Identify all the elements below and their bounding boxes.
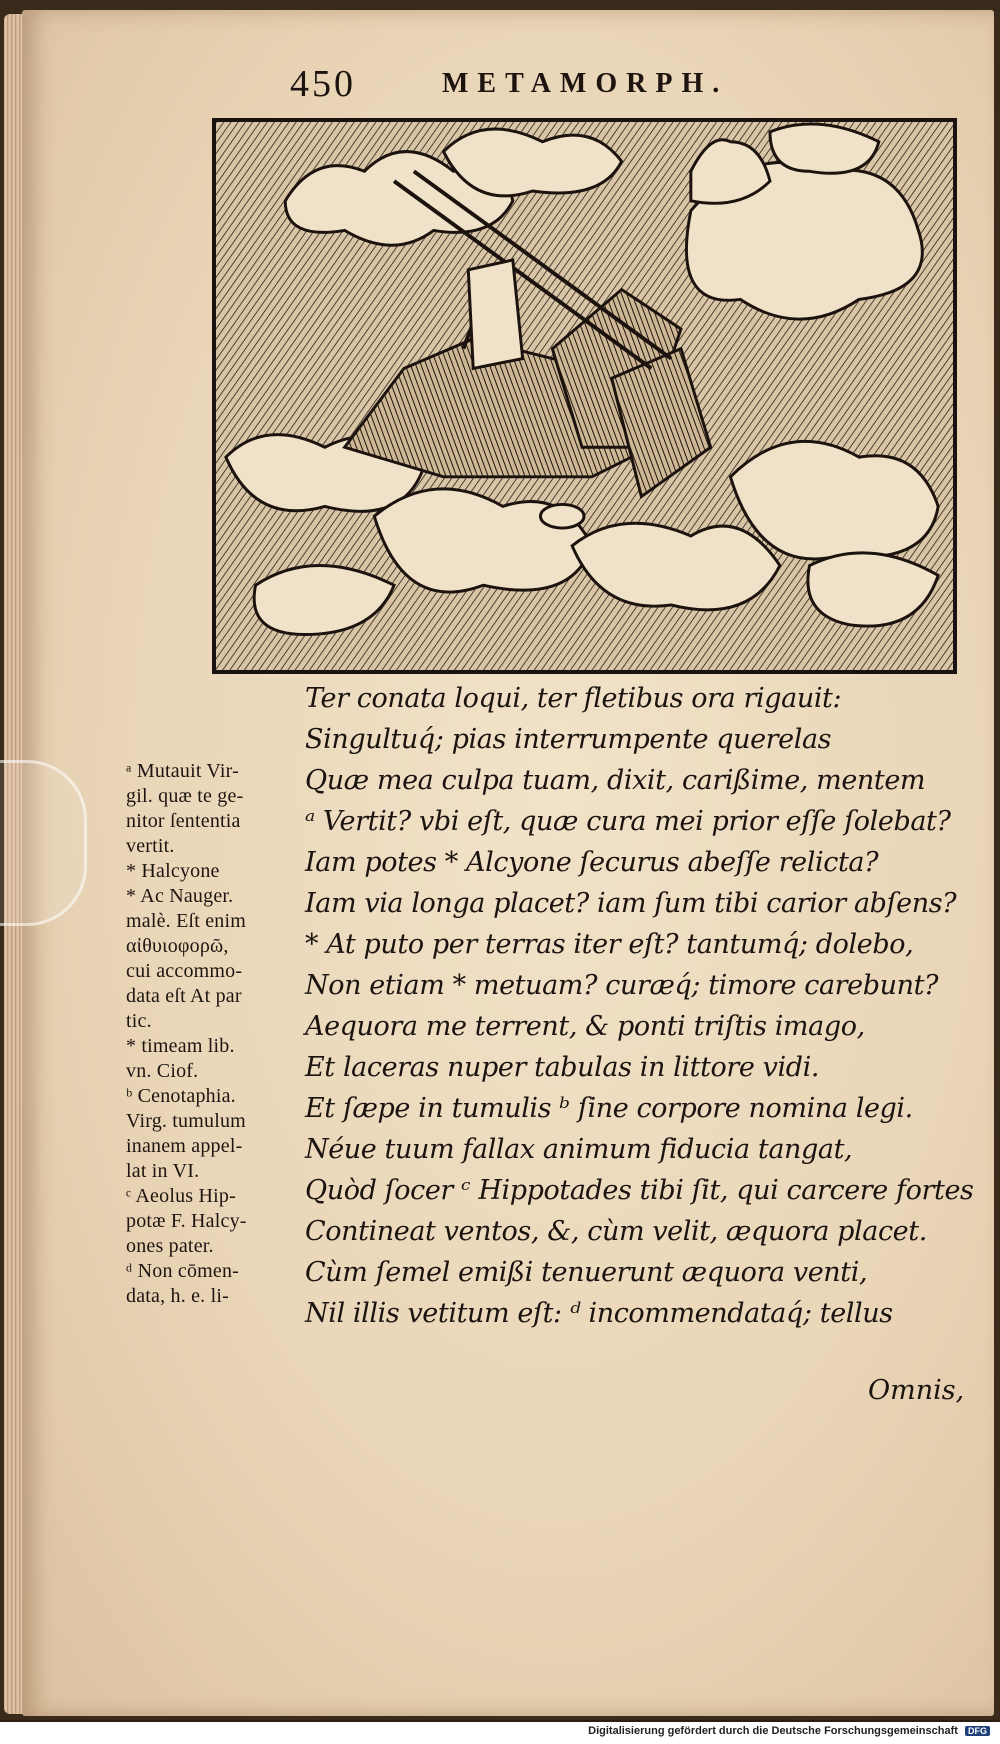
digitization-credit [588, 1725, 990, 1737]
woodcut-illustration [212, 118, 957, 674]
verse-line-4: ᵃ Vertit? vbi eſt, quæ cura mei prior eſſe ſolebat? [305, 806, 951, 837]
note-line-1: ᵃ Mutauit Vir- [126, 760, 239, 782]
note-line-18: ᶜ Aeolus Hip- [126, 1185, 236, 1207]
verse-line-14: Contineat ventos, &, cùm velit, æquora placet. [305, 1216, 927, 1247]
note-line-12: * timeam lib. [126, 1035, 235, 1057]
note-line-13: vn. Ciof. [126, 1060, 199, 1082]
note-line-4: vertit. [126, 835, 175, 857]
note-line-9: cui accommo- [126, 960, 243, 982]
verse-line-6: Iam via longa placet? iam ſum tibi carior abſens? [305, 888, 957, 919]
verse-line-3: Quæ mea culpa tuam, dixit, carißime, mentem [305, 765, 926, 796]
verse-line-8: Non etiam * metuam? curæq́; timore carebunt? [305, 970, 939, 1001]
note-line-16: inanem appel- [126, 1135, 243, 1157]
dfg-logo: DFG [965, 1726, 990, 1736]
note-line-22: data, h. e. li- [126, 1285, 229, 1307]
page-header [290, 62, 850, 105]
verse-line-10: Et laceras nuper tabulas in littore vidi. [305, 1052, 820, 1083]
note-line-11: tic. [126, 1010, 152, 1032]
note-line-8: αἰθυιοφορῶ, [126, 935, 229, 957]
shipwreck-storm-illustration [216, 122, 953, 670]
note-line-20: ones pater. [126, 1235, 214, 1257]
note-line-21: ᵈ Non cōmen- [126, 1260, 240, 1282]
verse-line-16: Nil illis vetitum eſt: ᵈ incommendataq́; tellus [305, 1298, 893, 1329]
verse-line-13: Quòd ſocer ᶜ Hippotades tibi ſit, qui carcere fortes [305, 1175, 974, 1206]
verse-line-5: Iam potes * Alcyone ſecurus abeſſe relicta? [305, 847, 879, 878]
note-line-2: gil. quæ te ge- [126, 785, 244, 807]
note-line-10: data eſt At par [126, 985, 242, 1007]
note-line-19: potæ F. Halcy- [126, 1210, 247, 1232]
running-title: METAMORPH. [442, 68, 729, 99]
verse-line-15: Cùm ſemel emißi tenuerunt æquora venti, [305, 1257, 868, 1288]
note-line-17: lat in VI. [126, 1160, 200, 1182]
catchword: Omnis, [868, 1375, 965, 1406]
verse-line-1: Ter conata loqui, ter fletibus ora rigauit: [305, 683, 842, 714]
page-number: 450 [290, 63, 356, 105]
page-clip [0, 760, 87, 926]
verse-line-12: Néue tuum fallax animum fiducia tangat, [305, 1134, 853, 1165]
note-line-15: Virg. tumulum [126, 1110, 246, 1132]
note-line-14: ᵇ Cenotaphia. [126, 1085, 236, 1107]
note-line-3: nitor ſententia [126, 810, 241, 832]
verse-line-9: Aequora me terrent, & ponti triſtis imago, [305, 1011, 865, 1042]
verse-line-7: * At puto per terras iter eſt? tantumq́; dolebo, [305, 929, 914, 960]
credit-text: Digitalisierung gefördert durch die Deutsche Forschungsgemeinschaft [588, 1725, 958, 1737]
note-line-6: * Ac Nauger. [126, 885, 234, 907]
verse-line-2: Singultuq́; pias interrumpente querelas [305, 724, 832, 755]
note-line-7: malè. Eſt enim [126, 910, 246, 932]
verse-line-11: Et ſæpe in tumulis ᵇ ſine corpore nomina legi. [305, 1093, 913, 1124]
note-line-5: * Halcyone [126, 860, 220, 882]
